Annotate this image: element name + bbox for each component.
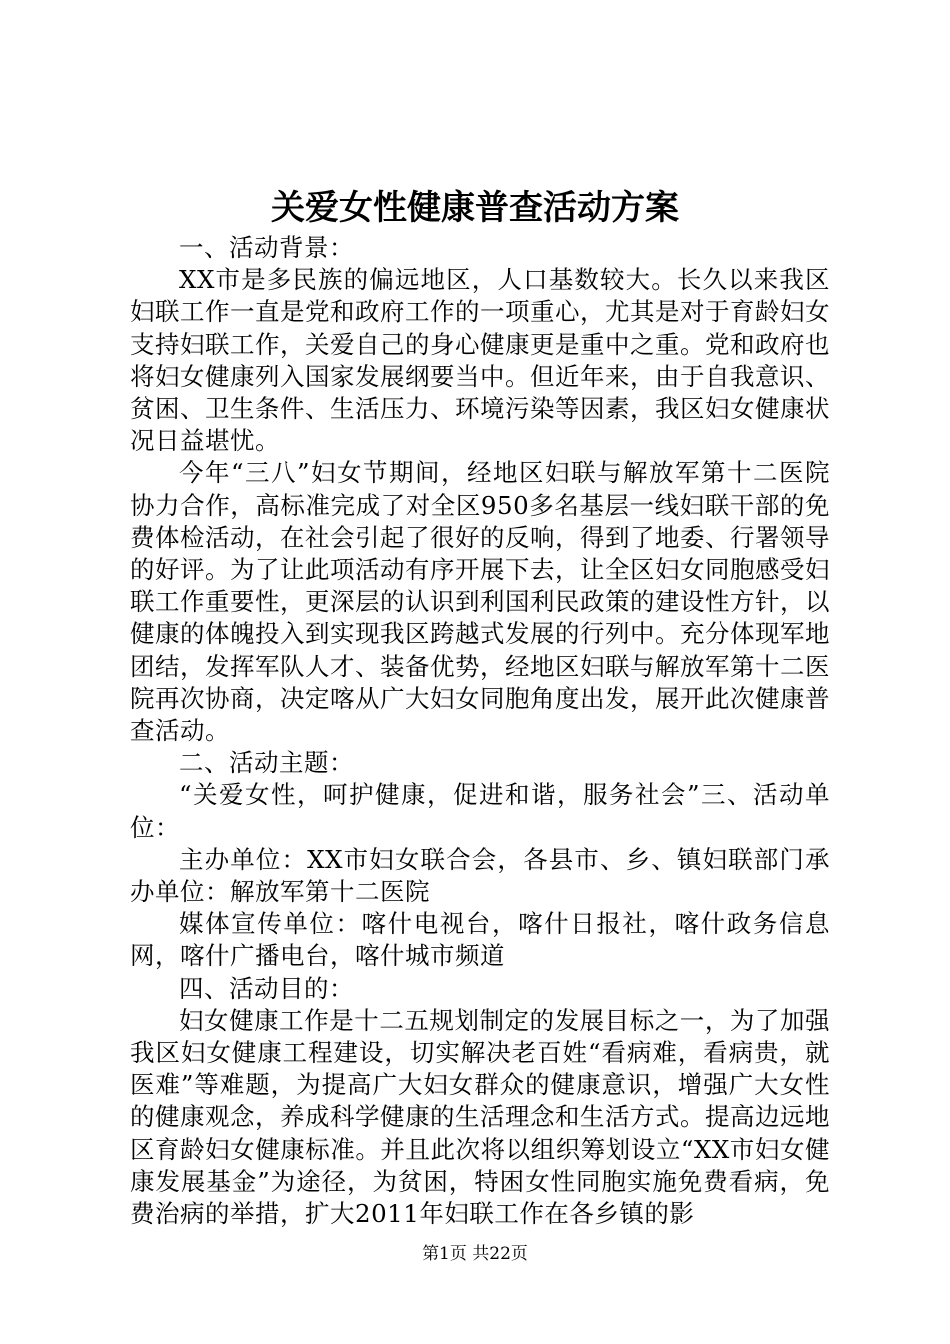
- paragraph-organizers: 主办单位：XX市妇女联合会，各县市、乡、镇妇联部门承办单位：解放军第十二医院: [130, 844, 830, 907]
- paragraph-background-2: 今年“三八”妇女节期间，经地区妇联与解放军第十二医院协力合作，高标准完成了对全区950多名基层一线妇联干部的免费体检活动，在社会引起了很好的反响，得到了地委、行署领导的好评。为了让此项活动有序开展下去，让全区妇女同胞感受妇联工作重要性，更深层的认识到利国利民政策的建设性方针，以健康的体魄投入到实现我区跨越式发展的行列中。充分体现军地团结，发挥军队人才、装备优势，经地区妇联与解放军第十二医院再次协商，决定喀从广大妇女同胞角度出发，展开此次健康普查活动。: [130, 458, 830, 746]
- paragraph-background-1: XX市是多民族的偏远地区，人口基数较大。长久以来我区妇联工作一直是党和政府工作的一项重心，尤其是对于育龄妇女支持妇联工作，关爱自己的身心健康更是重中之重。党和政府也将妇女健康列入国家发展纲要当中。但近年来，由于自我意识、贫困、卫生条件、生活压力、环境污染等因素，我区妇女健康状况日益堪忧。: [130, 265, 830, 456]
- paragraph-purpose: 妇女健康工作是十二五规划制定的发展目标之一，为了加强我区妇女健康工程建设，切实解决老百姓“看病难，看病贵，就医难”等难题，为提高广大妇女群众的健康意识，增强广大女性的健康观念，养成科学健康的生活理念和生活方式。提高边远地区育龄妇女健康标准。并且此次将以组织筹划设立“XX市妇女健康发展基金”为途径，为贫困，特困女性同胞实施免费看病，免费治病的举措，扩大2011年妇联工作在各乡镇的影: [130, 1005, 830, 1229]
- paragraph-heading-purpose: 四、活动目的：: [179, 973, 354, 1003]
- page-footer: 第1页 共22页: [422, 1244, 528, 1264]
- paragraph-heading-theme: 二、活动主题：: [179, 748, 354, 778]
- paragraph-media: 媒体宣传单位：喀什电视台，喀什日报社，喀什政务信息网，喀什广播电台，喀什城市频道: [130, 909, 830, 971]
- paragraph-heading-background: 一、活动背景：: [179, 233, 354, 262]
- paragraph-theme: “关爱女性，呵护健康，促进和谐，服务社会”三、活动单位：: [130, 780, 830, 842]
- document-title: 关爱女性健康普查活动方案: [271, 188, 679, 228]
- document-body: [130, 232, 830, 1230]
